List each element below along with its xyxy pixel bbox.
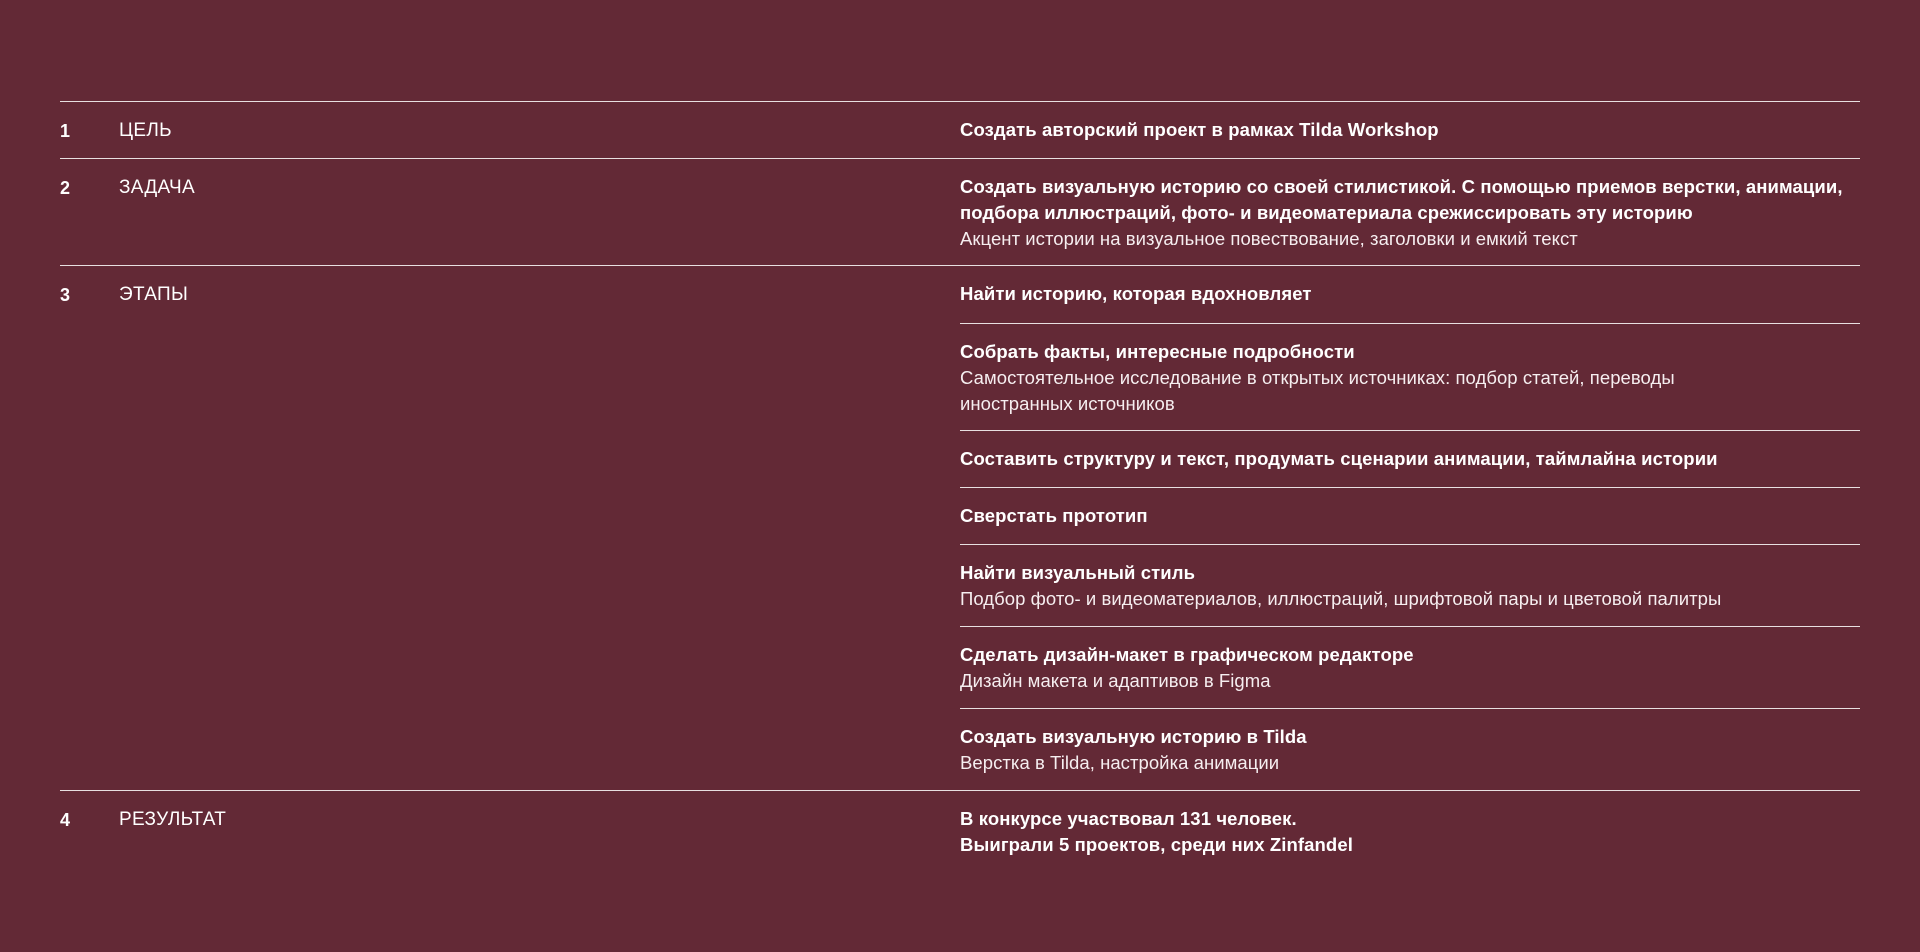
stage-divider: [960, 626, 1860, 627]
section-number: 4: [60, 810, 71, 830]
item-title: Создать визуальную историю в Tilda: [960, 726, 1307, 747]
section-divider: [60, 101, 1860, 102]
stage-item: [960, 503, 1850, 529]
item-description: иностранных источников: [960, 393, 1175, 414]
section-content-result: [960, 806, 1850, 858]
item-title: Собрать факты, интересные подробности: [960, 341, 1355, 362]
item-title: Найти историю, которая вдохновляет: [960, 283, 1312, 304]
stage-item: [960, 724, 1850, 776]
stage-item: [960, 446, 1850, 472]
section-label-goal: ЦЕЛЬ: [119, 120, 172, 141]
stage-item: [960, 281, 1850, 307]
item-description: Подбор фото- и видеоматериалов, иллюстраций, шрифтовой пары и цветовой палитры: [960, 588, 1722, 609]
item-title: Выиграли 5 проектов, среди них Zinfandel: [960, 834, 1353, 855]
section-label-result: РЕЗУЛЬТАТ: [119, 809, 227, 830]
section-content-goal: [960, 117, 1850, 143]
stage-item: [960, 642, 1850, 694]
stage-divider: [960, 708, 1860, 709]
item-description: Дизайн макета и адаптивов в Figma: [960, 670, 1271, 691]
stage-divider: [960, 323, 1860, 324]
section-number: 2: [60, 178, 71, 198]
section-label-stages: ЭТАПЫ: [119, 284, 189, 305]
section-content-task: [960, 174, 1850, 252]
stage-item: [960, 339, 1850, 417]
section-divider: [60, 158, 1860, 159]
item-title: Составить структуру и текст, продумать сценарии анимации, таймлайна истории: [960, 448, 1718, 469]
item-title: Сделать дизайн-макет в графическом редакторе: [960, 644, 1414, 665]
stage-divider: [960, 430, 1860, 431]
item-description: Верстка в Tilda, настройка анимации: [960, 752, 1280, 773]
item-title: Создать визуальную историю со своей стилистикой. С помощью приемов верстки, анимации,: [960, 176, 1843, 197]
item-description: Самостоятельное исследование в открытых источниках: подбор статей, переводы: [960, 367, 1675, 388]
item-description: Акцент истории на визуальное повествование, заголовки и емкий текст: [960, 228, 1578, 249]
item-title: В конкурсе участвовал 131 человек.: [960, 808, 1297, 829]
stage-item: [960, 560, 1850, 612]
section-divider: [60, 790, 1860, 791]
stage-divider: [960, 487, 1860, 488]
item-title: Найти визуальный стиль: [960, 562, 1196, 583]
item-title: Создать авторский проект в рамках Tilda Workshop: [960, 119, 1439, 140]
item-title: подбора иллюстраций, фото- и видеоматериала срежиссировать эту историю: [960, 202, 1693, 223]
section-divider: [60, 265, 1860, 266]
section-number: 1: [60, 121, 71, 141]
item-title: Сверстать прототип: [960, 505, 1148, 526]
section-number: 3: [60, 285, 71, 305]
section-label-task: ЗАДАЧА: [119, 177, 195, 198]
stage-divider: [960, 544, 1860, 545]
